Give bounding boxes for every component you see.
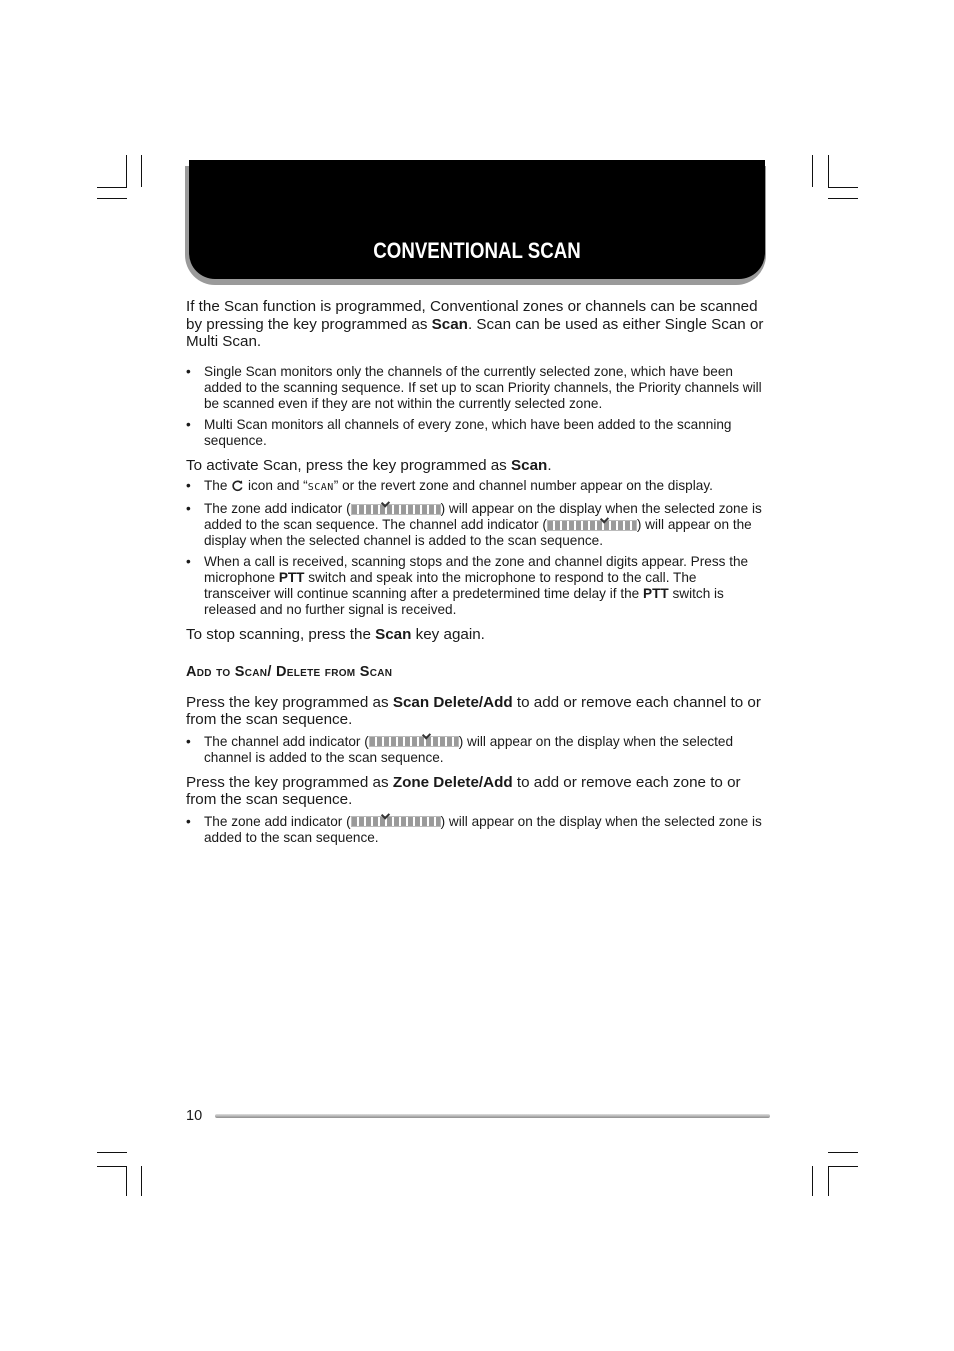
scan-key-label: Scan: [431, 315, 468, 333]
scan-types-list: [186, 364, 766, 449]
scan-rotate-icon: [231, 479, 244, 492]
zone-add-indicator-icon: [351, 816, 441, 827]
intro-text-b: . Scan can be used as either Single Scan or Multi Scan.: [186, 315, 764, 350]
bullet-text: The zone add indicator (: [204, 501, 351, 516]
bullet-text: When a call is received, scanning stops and the zone and channel digits appear. Press the microphone: [204, 554, 749, 585]
activate-list: [186, 478, 766, 618]
main-content: [186, 298, 766, 846]
list-item: • Single Scan monitors only the channels of the currently selected zone, which have been added to the scanning sequence. If set up to scan Priority channels, the Priority channels will be scanned even if they are not within the currently selected zone.: [186, 364, 766, 412]
scan-key-label: Scan: [511, 456, 548, 474]
activate-paragraph: [186, 457, 766, 475]
list-item: [186, 734, 766, 766]
intro-text-a: If the Scan function is programmed, Conventional zones or channels can be scanned by pressing the key programmed as: [186, 298, 758, 333]
bullet-text: ) will appear on the display when the selected zone is added to the scan sequence. The channel add indicator (: [204, 501, 762, 532]
ptt-label: PTT: [278, 570, 305, 585]
activate-text: To activate Scan, press the key programmed as: [186, 456, 511, 474]
list-item: • Multi Scan monitors all channels of every zone, which have been added to the scanning sequence.: [186, 417, 766, 449]
bullet-text: The: [204, 478, 232, 493]
bullet-text: switch is released and no further signal is received.: [204, 586, 724, 617]
zone-paragraph: [186, 774, 766, 809]
channel-text: Press the key programmed as: [186, 693, 393, 711]
list-item: [186, 501, 766, 549]
scan-key-label: Scan: [375, 626, 412, 643]
header-band: [189, 160, 765, 279]
bullet-text: The channel add indicator (: [204, 733, 369, 749]
list-item: [186, 814, 766, 846]
zone-text: Press the key programmed as: [186, 773, 393, 791]
list-item: [186, 478, 766, 496]
activate-period: .: [547, 456, 552, 474]
bullet-text: ) will appear on the display when the selected zone is added to the scan sequence.: [204, 813, 762, 845]
bullet-text: The zone add indicator (: [204, 813, 351, 829]
zone-text: to add or remove each zone to or from the scan sequence.: [186, 773, 741, 808]
channel-list: [186, 734, 766, 766]
scan-delete-add-key-label: Scan Delete/Add: [392, 693, 513, 711]
zone-add-indicator-icon: [351, 504, 441, 515]
zone-delete-add-key-label: Zone Delete/Add: [392, 773, 513, 791]
intro-paragraph: [186, 298, 766, 351]
section-heading: Add to Scan/ Delete from Scan: [186, 663, 393, 680]
list-item: [186, 554, 766, 618]
channel-paragraph: [186, 694, 766, 729]
page-title: CONVENTIONAL SCAN: [373, 238, 581, 263]
footer-rule: [215, 1114, 770, 1118]
bullet-text: ) will appear on the display when the selected channel is added to the scan sequence.: [204, 733, 734, 765]
page-number: 10: [186, 1108, 203, 1124]
channel-text: to add or remove each channel to or from the scan sequence.: [186, 693, 761, 728]
bullet-text: ) will appear on the display when the selected channel is added to the scan sequence.: [204, 517, 752, 548]
ptt-label: PTT: [643, 586, 669, 601]
scan-lcd-icon: SCAN: [307, 482, 334, 493]
stop-text: To stop scanning, press the: [186, 626, 376, 643]
channel-add-indicator-icon: [547, 520, 637, 531]
stop-text: key again.: [411, 626, 485, 643]
zone-list: [186, 814, 766, 846]
bullet-text: icon and “: [244, 478, 308, 493]
stop-paragraph: [186, 626, 766, 644]
channel-add-indicator-icon: [369, 736, 459, 747]
bullet-text: ” or the revert zone and channel number appear on the display.: [333, 478, 713, 493]
bullet-text: switch and speak into the microphone to respond to the call. The transceiver will continue scanning after a predetermined time delay if the: [204, 570, 697, 601]
